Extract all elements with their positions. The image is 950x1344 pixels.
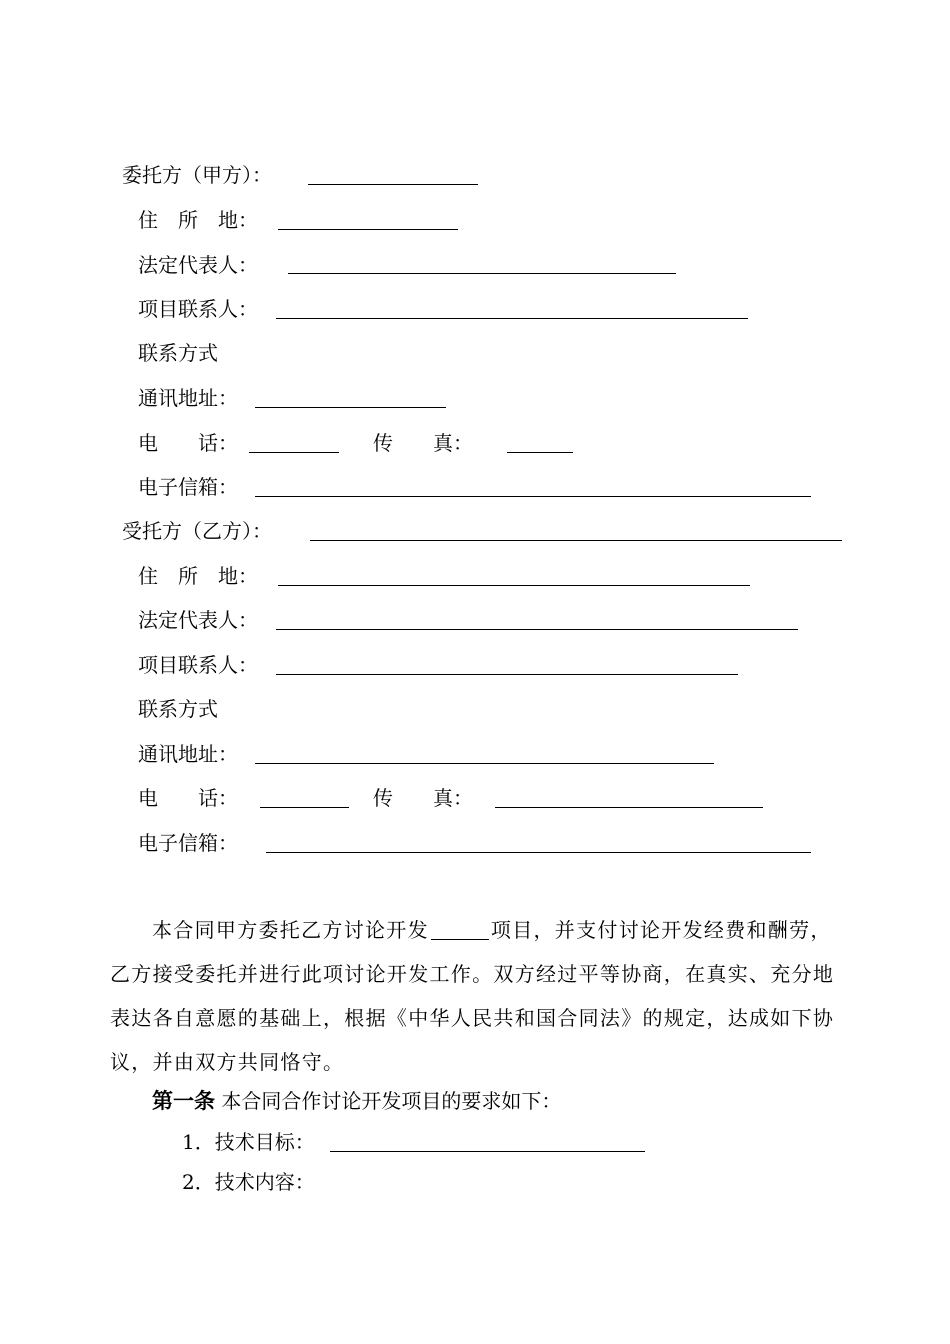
party-a-address-blank[interactable] (255, 407, 446, 408)
party-a-email-label: 电子信箱： (138, 475, 238, 499)
party-a-phone-label: 电 话： (138, 431, 238, 455)
party-b-contact-person-label: 项目联系人： (138, 653, 258, 677)
party-a-contact-person-label: 项目联系人： (138, 297, 258, 321)
party-b-phone-blank[interactable] (260, 807, 349, 808)
intro-paragraph (110, 908, 850, 1084)
article-1-text: 本合同合作讨论开发项目的要求如下： (221, 1089, 562, 1113)
party-a-email-blank[interactable] (255, 496, 811, 497)
technical-goal-blank[interactable] (330, 1151, 645, 1152)
party-a-residence-blank[interactable] (278, 229, 458, 230)
party-b-legal-rep-blank[interactable] (276, 629, 798, 630)
party-b-phone-label: 电 话： (138, 786, 238, 810)
party-a-fax-blank[interactable] (507, 452, 573, 453)
party-a-contact-person-blank[interactable] (276, 318, 748, 319)
project-name-blank[interactable] (431, 919, 489, 940)
intro-text-part1: 本合同甲方委托乙方讨论开发 (152, 918, 429, 942)
party-b-email-blank[interactable] (266, 852, 811, 853)
party-b-fax-label: 传 真： (373, 786, 473, 810)
party-a-contact-method-label: 联系方式 (138, 341, 218, 365)
intro-text-part2: 项目，并支付讨论开发经费和酬劳，乙方接受委托并进行此项讨论开发工作。双方经过平等协商，在真实、充分地表达各自意愿的基础上，根据《中华人民共和国合同法》的规定，达成如下协议，并由双方共同恪守。 (110, 918, 835, 1074)
party-a-address-label: 通讯地址： (138, 386, 238, 410)
party-b-address-label: 通讯地址： (138, 742, 238, 766)
party-b-residence-blank[interactable] (278, 585, 750, 586)
party-b-contact-method-label: 联系方式 (138, 697, 218, 721)
article-1-item-2: 2．技术内容： (182, 1170, 315, 1194)
party-b-title: 受托方（乙方）： (122, 519, 272, 543)
party-b-email-label: 电子信箱： (138, 831, 238, 855)
party-b-fax-blank[interactable] (495, 807, 763, 808)
article-1-item-1: 1．技术目标： (182, 1130, 315, 1154)
party-b-residence-label: 住 所 地： (138, 564, 258, 588)
party-a-phone-blank[interactable] (249, 452, 339, 453)
party-a-legal-rep-label: 法定代表人： (138, 253, 258, 277)
party-a-legal-rep-blank[interactable] (288, 273, 676, 274)
party-b-contact-person-blank[interactable] (276, 674, 738, 675)
party-b-name-blank[interactable] (310, 540, 842, 541)
party-b-address-blank[interactable] (255, 763, 714, 764)
party-a-title: 委托方（甲方）： (122, 163, 272, 187)
article-1-heading: 第一条 (152, 1089, 215, 1113)
party-b-legal-rep-label: 法定代表人： (138, 608, 258, 632)
party-a-fax-label: 传 真： (373, 431, 473, 455)
party-a-residence-label: 住 所 地： (138, 208, 258, 232)
article-1 (152, 1089, 561, 1113)
party-a-name-blank[interactable] (308, 184, 478, 185)
